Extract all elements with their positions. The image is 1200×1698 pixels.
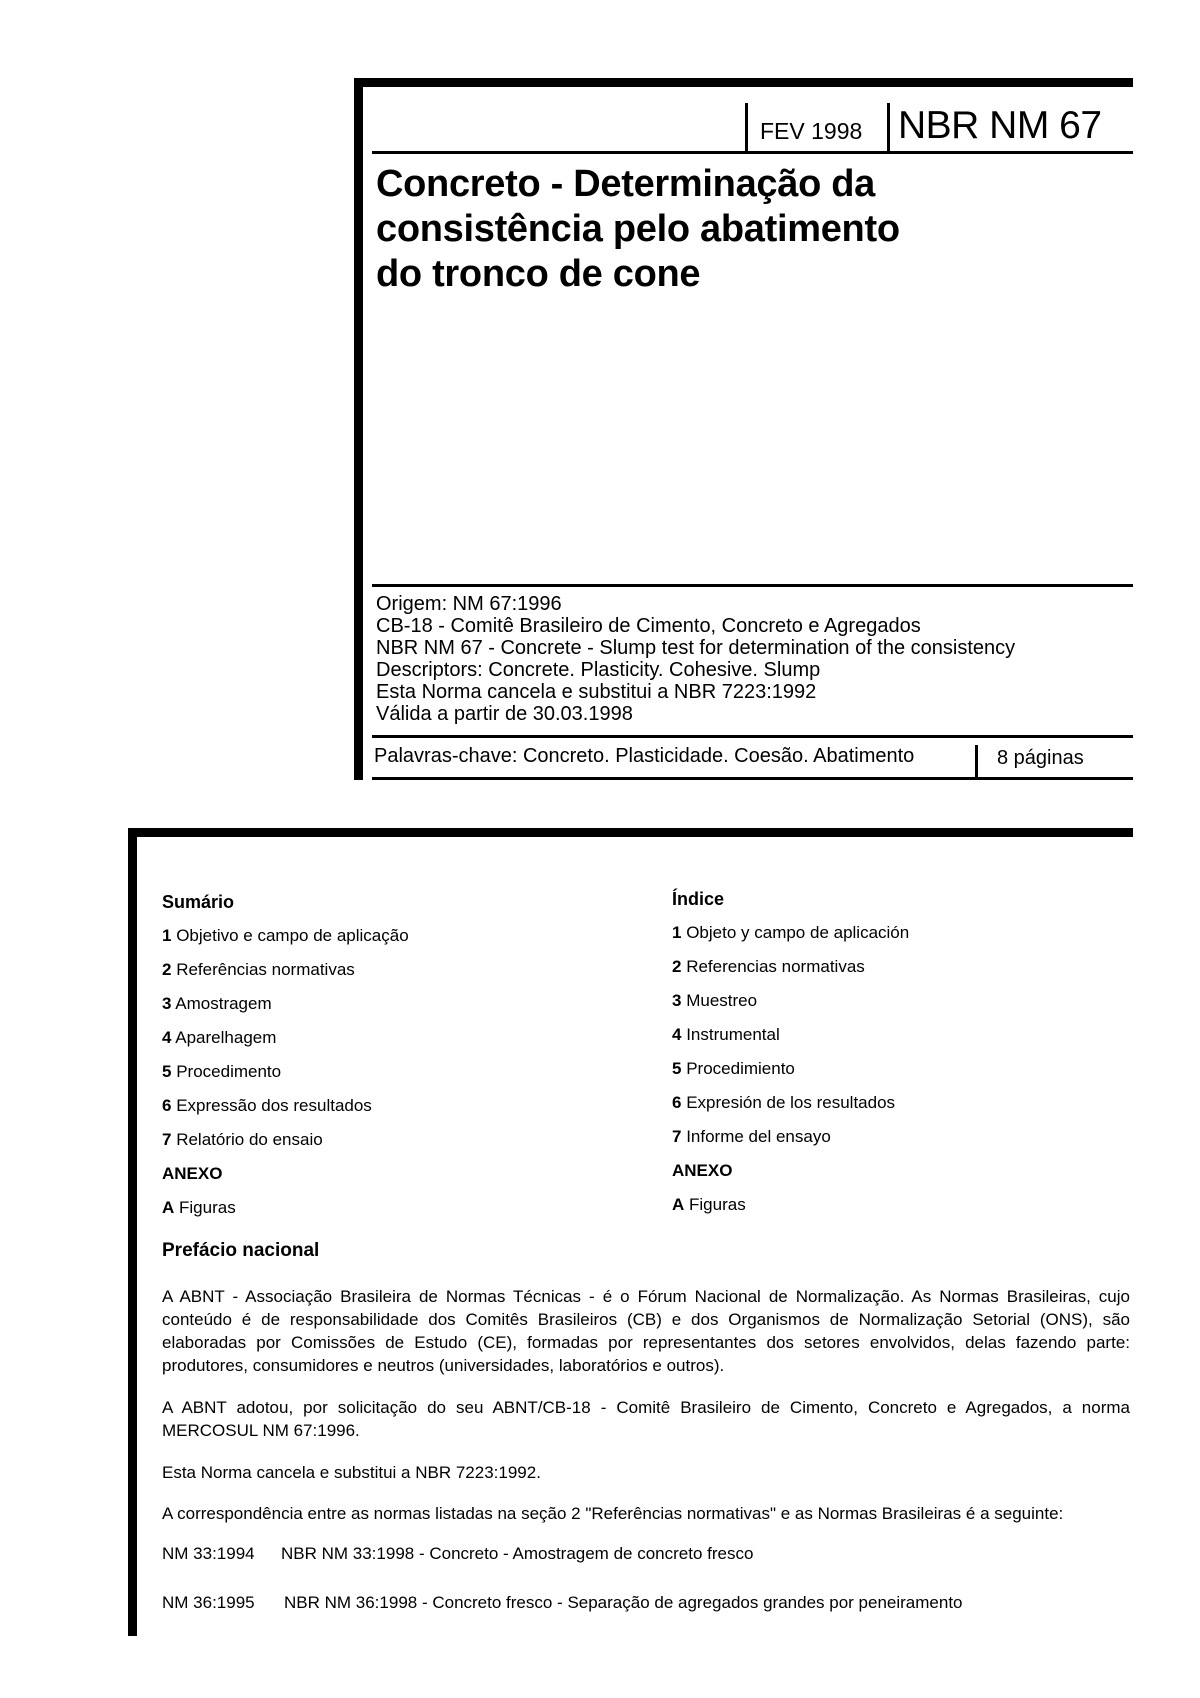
keywords-bottom-rule [372,777,1133,780]
origin-line: Válida a partir de 30.03.1998 [376,703,633,725]
preface-paragraph: Esta Norma cancela e substitui a NBR 7223:1992. [162,1463,541,1482]
preface-title: Prefácio nacional [162,1240,320,1261]
origin-line: Descriptors: Concrete. Plasticity. Cohesive. Slump [376,659,821,681]
keywords: Palavras-chave: Concreto. Plasticidade. Coesão. Abatimento [374,745,915,767]
contents-top-bar [128,828,1133,837]
correspondence-nm: NM 33:1994 [162,1544,255,1563]
correspondence-nm: NM 36:1995 [162,1593,255,1612]
pages-divider [975,745,978,779]
publication-date: FEV 1998 [760,118,863,144]
code-divider [887,103,890,153]
indice-title: Índice [672,889,725,909]
toc-item[interactable]: 2 Referencias normativas [672,957,865,976]
document-title [376,162,900,297]
origin-line: CB-18 - Comitê Brasileiro de Cimento, Concreto e Agregados [376,615,921,637]
toc-item[interactable]: 7 Informe del ensayo [672,1127,831,1146]
cover-top-bar [354,78,1133,87]
toc-item[interactable]: 1 Objetivo e campo de aplicação [162,926,409,945]
title-line: consistência pelo abatimento [376,208,900,250]
cover-left-bar [354,78,363,780]
toc-item[interactable]: 5 Procedimento [162,1062,282,1081]
toc-item[interactable]: 4 Aparelhagem [162,1028,277,1047]
sumario-title: Sumário [162,892,235,912]
page-count: 8 páginas [997,747,1084,769]
title-line: do tronco de cone [376,253,701,295]
toc-item[interactable]: 6 Expressão dos resultados [162,1096,372,1115]
title-line: Concreto - Determinação da [376,163,875,205]
toc-annex-item[interactable]: A Figuras [672,1195,746,1214]
toc-item[interactable]: 3 Amostragem [162,994,272,1013]
toc-item[interactable]: 1 Objeto y campo de aplicación [672,923,910,942]
indice-annex-title: ANEXO [672,1161,733,1180]
origin-top-rule [372,584,1133,587]
date-divider [745,103,748,153]
preface-paragraph: A ABNT - Associação Brasileira de Normas Técnicas - é o Fórum Nacional de Normalização. As Normas Brasileiras, cujo conteúdo é de responsabilidade dos Comitês Brasileiros (CB) e dos Organismos de Normalização Setorial (ONS), são elaboradas por Comissões de Estudo (CE), formadas por representantes dos setores envolvidos, delas fazendo parte: produtores, consumidores e neutros (universidades, laboratórios e outros). [162,1287,1130,1375]
toc-item[interactable]: 6 Expresión de los resultados [672,1093,896,1112]
keywords-top-rule [372,735,1133,738]
contents-left-bar [128,828,137,1636]
origin-block [376,593,1015,725]
preface-paragraph: A correspondência entre as normas listadas na seção 2 "Referências normativas" e as Normas Brasileiras é a seguinte: [162,1504,1064,1523]
toc-item[interactable]: 4 Instrumental [672,1025,780,1044]
cover-header-rule [372,151,1133,154]
origin-line: NBR NM 67 - Concrete - Slump test for determination of the consistency [376,637,1016,659]
toc-item[interactable]: 3 Muestreo [672,991,758,1010]
toc-item[interactable]: 5 Procedimiento [672,1059,795,1078]
preface-paragraph: A ABNT adotou, por solicitação do seu ABNT/CB-18 - Comitê Brasileiro de Cimento, Concreto e Agregados, a norma MERCOSUL NM 67:1996. [162,1398,1130,1440]
correspondence-nbr: NBR NM 33:1998 - Concreto - Amostragem de concreto fresco [281,1544,754,1563]
correspondence-nbr: NBR NM 36:1998 - Concreto fresco - Separação de agregados grandes por peneiramento [284,1593,963,1612]
toc-annex-item[interactable]: A Figuras [162,1198,236,1217]
toc-item[interactable]: 7 Relatório do ensaio [162,1130,323,1149]
toc-item[interactable]: 2 Referências normativas [162,960,355,979]
origin-line: Origem: NM 67:1996 [376,593,562,615]
sumario-annex-title: ANEXO [162,1164,223,1183]
origin-line: Esta Norma cancela e substitui a NBR 7223:1992 [376,681,817,703]
standard-code: NBR NM 67 [898,104,1102,147]
